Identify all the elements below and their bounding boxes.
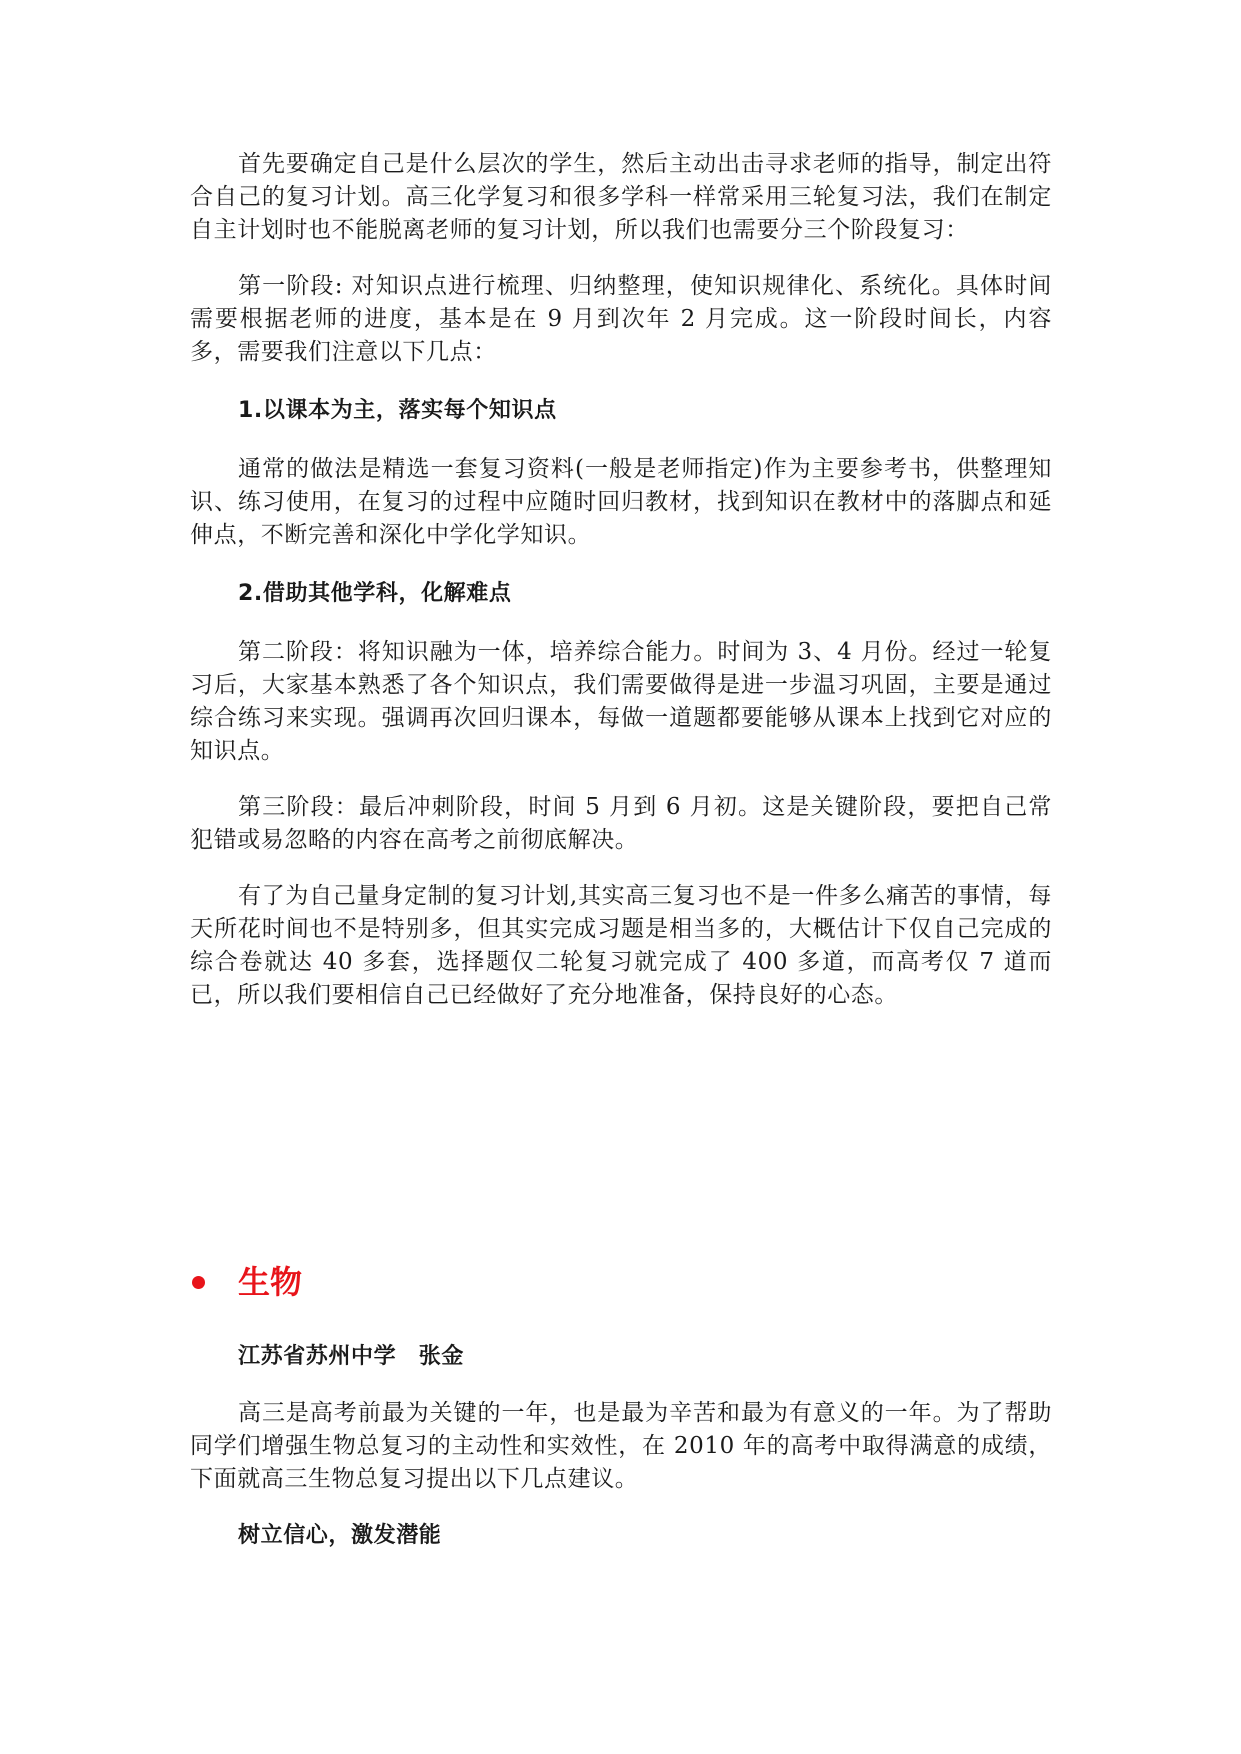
heading-other-subjects: 2.借助其他学科，化解难点 [238,581,512,606]
paragraph-conclusion: 有了为自己量身定制的复习计划,其实高三复习也不是一件多么痛苦的事情，每天所花时间也不是特别多，但其实完成习题是相当多的，大概估计下仅自己完成的综合卷就达 40 多套，选择题仅二轮复习就完成了 400 多道，而高考仅 7 道而已，所以我们要相信自己已经做好了充分地准备，保持良好的心态。 [190,883,1052,1008]
paragraph-stage-three: 第三阶段：最后冲刺阶段，时间 5 月到 6 月初。这是关键阶段，要把自己常犯错或易忽略的内容在高考之前彻底解决。 [190,794,1052,853]
paragraph-stage-one: 第一阶段: 对知识点进行梳理、归纳整理，使知识规律化、系统化。具体时间需要根据老师的进度，基本是在 9 月到次年 2 月完成。这一阶段时间长，内容多，需要我们注意以下几点： [190,273,1052,365]
bullet-icon [192,1276,205,1289]
paragraph-intro: 首先要确定自己是什么层次的学生，然后主动出击寻求老师的指导，制定出符合自己的复习计划。高三化学复习和很多学科一样常采用三轮复习法，我们在制定自主计划时也不能脱离老师的复习计划，所以我们也需要分三个阶段复习： [190,151,1052,243]
paragraph-review-materials: 通常的做法是精选一套复习资料(一般是老师指定)作为主要参考书，供整理知识、练习使用，在复习的过程中应随时回归教材，找到知识在教材中的落脚点和延伸点，不断完善和深化中学化学知识。 [190,456,1052,548]
section-label: 生物 [238,1263,303,1301]
document-body-top [190,148,1052,1012]
author-line: 江苏省苏州中学 张金 [238,1344,465,1369]
heading-build-confidence: 树立信心，激发潜能 [238,1523,442,1548]
paragraph-biology-intro: 高三是高考前最为关键的一年，也是最为辛苦和最为有意义的一年。为了帮助同学们增强生物总复习的主动性和实效性，在 2010 年的高考中取得满意的成绩，下面就高三生物总复习提出以下几点建议。 [190,1400,1052,1492]
heading-textbook-focus: 1.以课本为主，落实每个知识点 [238,398,557,423]
section-title-biology [190,1262,302,1302]
document-body-bottom [190,1342,1052,1551]
paragraph-stage-two: 第二阶段：将知识融为一体，培养综合能力。时间为 3、4 月份。经过一轮复习后，大家基本熟悉了各个知识点，我们需要做得是进一步温习巩固，主要是通过综合练习来实现。强调再次回归课本，每做一道题都要能够从课本上找到它对应的知识点。 [190,639,1052,764]
